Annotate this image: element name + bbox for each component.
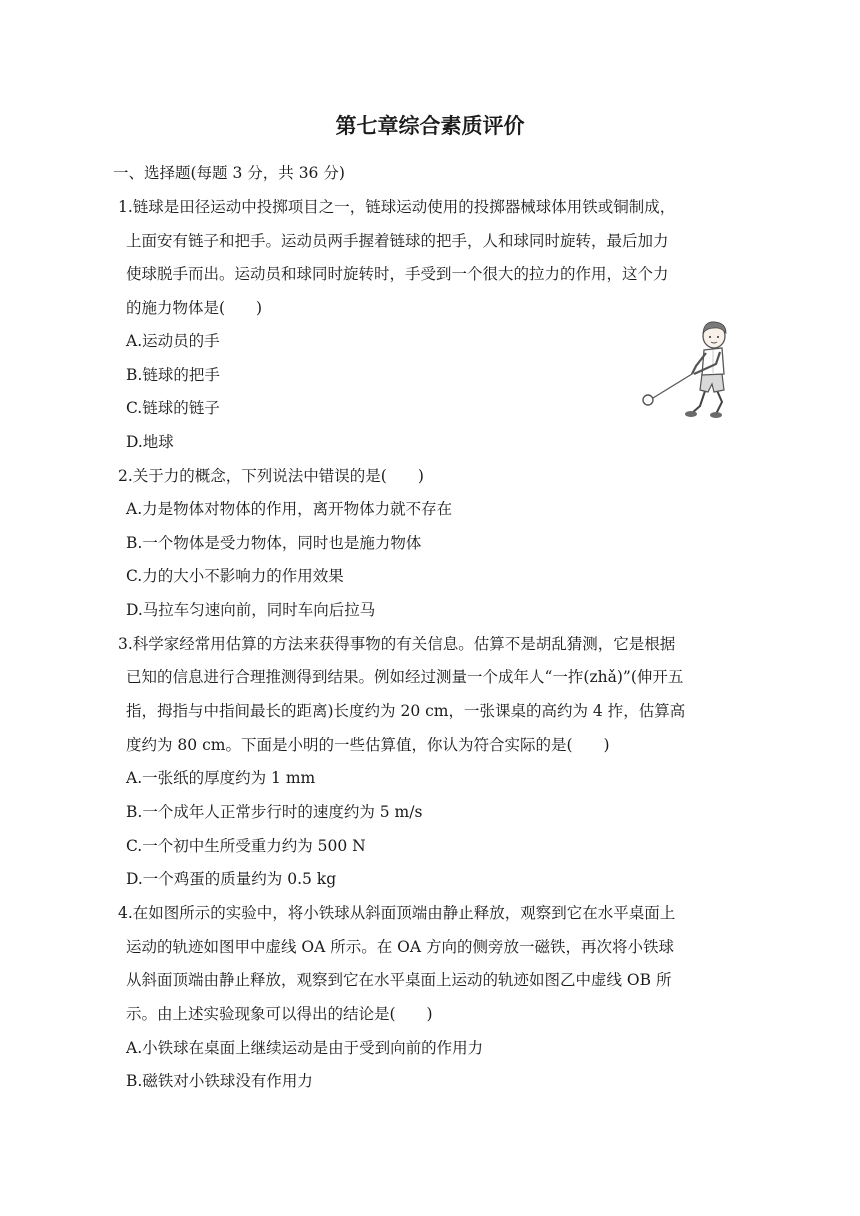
question-1-line-3: 使球脱手而出。运动员和球同时旋转时，手受到一个很大的拉力的作用，这个力 <box>126 265 669 283</box>
section-heading: 一、选择题(每题 3 分，共 36 分) <box>113 164 345 182</box>
question-4-line-1: 4.在如图所示的实验中，将小铁球从斜面顶端由静止释放，观察到它在水平桌面上 <box>118 904 676 922</box>
question-1-option-c: C.链球的链子 <box>126 399 220 417</box>
question-4-line-2: 运动的轨迹如图甲中虚线 OA 所示。在 OA 方向的侧旁放一磁铁，再次将小铁球 <box>126 938 675 956</box>
question-2-option-a: A.力是物体对物体的作用，离开物体力就不存在 <box>126 500 453 518</box>
question-1-option-d: D.地球 <box>126 433 174 451</box>
question-3-option-a: A.一张纸的厚度约为 1 mm <box>126 769 316 787</box>
question-2-option-b: B.一个物体是受力物体，同时也是施力物体 <box>126 534 422 552</box>
page-title: 第七章综合素质评价 <box>335 114 525 138</box>
question-2-option-c: C.力的大小不影响力的作用效果 <box>126 567 344 585</box>
question-4-option-b: B.磁铁对小铁球没有作用力 <box>126 1072 313 1090</box>
hammer-thrower-illustration <box>636 318 746 422</box>
question-2-line-1: 2.关于力的概念，下列说法中错误的是( ) <box>118 467 424 485</box>
question-1-line-2: 上面安有链子和把手。运动员两手握着链球的把手，人和球同时旋转，最后加力 <box>126 232 669 250</box>
question-4-option-a: A.小铁球在桌面上继续运动是由于受到向前的作用力 <box>126 1039 484 1057</box>
question-3-line-1: 3.科学家经常用估算的方法来获得事物的有关信息。估算不是胡乱猜测，它是根据 <box>118 635 676 653</box>
question-1-option-a: A.运动员的手 <box>126 332 220 350</box>
question-3-line-4: 度约为 80 cm。下面是小明的一些估算值，你认为符合实际的是( ) <box>126 736 610 754</box>
question-4-line-3: 从斜面顶端由静止释放，观察到它在水平桌面上运动的轨迹如图乙中虚线 OB 所 <box>126 971 672 989</box>
question-3-line-2: 已知的信息进行合理推测得到结果。例如经过测量一个成年人“一拃(zhǎ)”(伸开五 <box>126 668 684 686</box>
question-2-option-d: D.马拉车匀速向前，同时车向后拉马 <box>126 601 376 619</box>
question-4-line-4: 示。由上述实验现象可以得出的结论是( ) <box>126 1005 433 1023</box>
question-1-line-1: 1.链球是田径运动中投掷项目之一，链球运动使用的投掷器械球体用铁或铜制成， <box>118 198 676 216</box>
question-1-line-4: 的施力物体是( ) <box>126 299 263 317</box>
question-3-option-b: B.一个成年人正常步行时的速度约为 5 m/s <box>126 803 423 821</box>
question-3-line-3: 指，拇指与中指间最长的距离)长度约为 20 cm，一张课桌的高约为 4 拃，估算高 <box>126 702 686 720</box>
question-1-option-b: B.链球的把手 <box>126 366 220 384</box>
question-3-option-d: D.一个鸡蛋的质量约为 0.5 kg <box>126 870 337 888</box>
question-3-option-c: C.一个初中生所受重力约为 500 N <box>126 837 366 855</box>
